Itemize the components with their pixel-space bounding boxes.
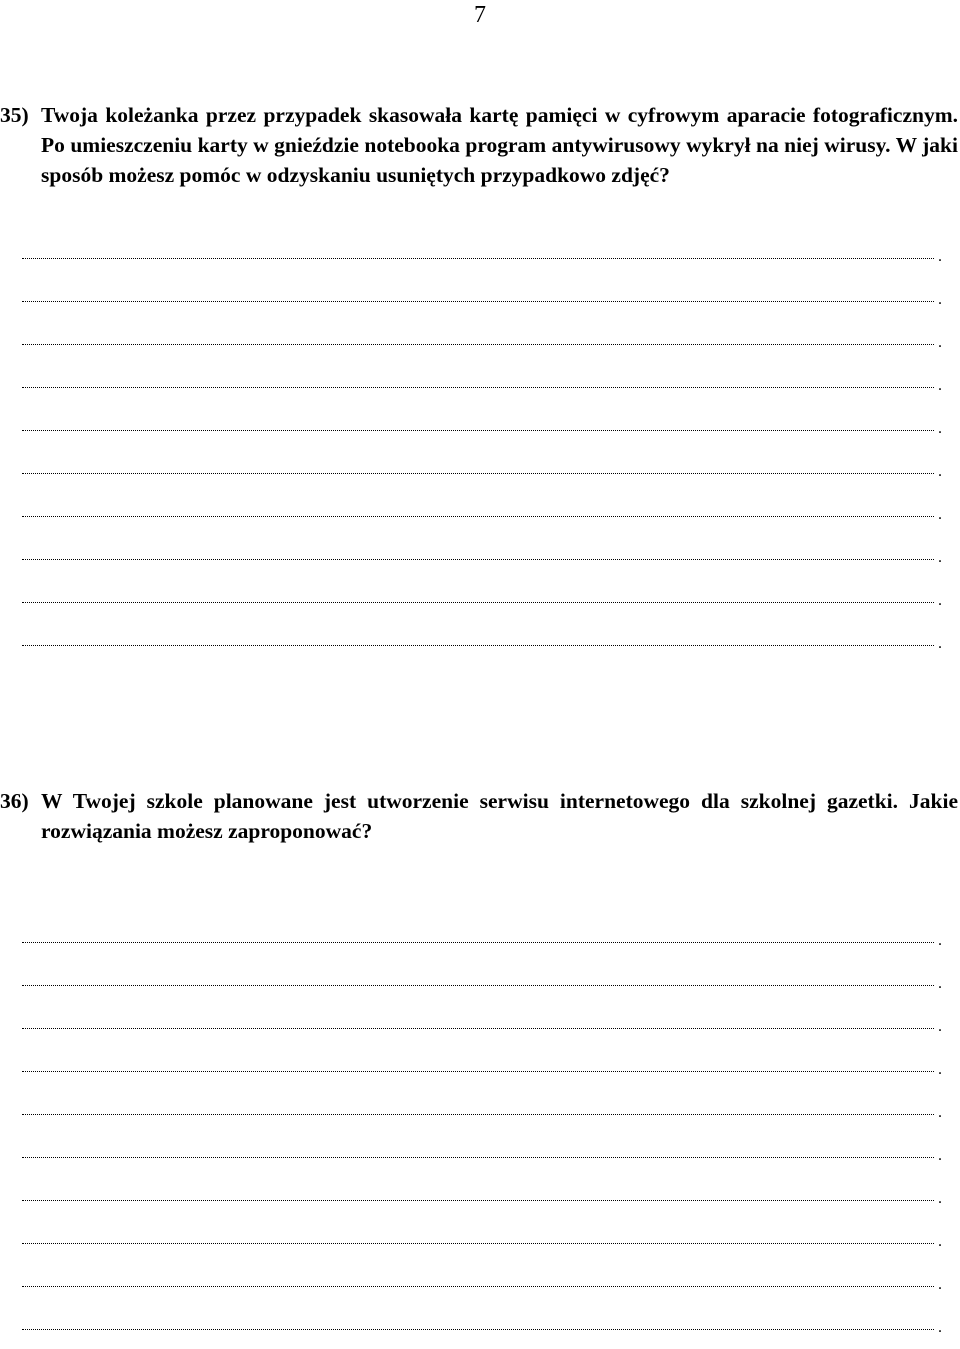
answer-line[interactable]	[22, 1041, 942, 1084]
question-text: W Twojej szkole planowane jest utworzenie serwisu internetowego dla szkolnej gazetki. Jakie rozwiązania możesz zaproponować?	[41, 789, 958, 843]
answer-line[interactable]	[22, 998, 942, 1041]
answer-line[interactable]	[22, 1256, 942, 1299]
answer-line[interactable]	[22, 400, 942, 443]
answer-line[interactable]	[22, 228, 942, 271]
question-number: 35)	[0, 103, 29, 127]
answer-lines-35[interactable]	[22, 228, 942, 658]
question-text: Twoja koleżanka przez przypadek skasowała kartę pamięci w cyfrowym aparacie fotograficznym. Po umieszczeniu karty w gnieździe notebooka program antywirusowy wykrył na niej wirusy. W jaki sposób możesz pomóc w odzyskaniu usuniętych przypadkowo zdjęć?	[41, 103, 958, 187]
answer-line[interactable]	[22, 1170, 942, 1213]
page-number: 7	[474, 2, 486, 28]
answer-line[interactable]	[22, 1127, 942, 1170]
answer-line[interactable]	[22, 912, 942, 955]
answer-line[interactable]	[22, 443, 942, 486]
answer-line[interactable]	[22, 1084, 942, 1127]
answer-line[interactable]	[22, 529, 942, 572]
answer-line[interactable]	[22, 486, 942, 529]
answer-line[interactable]	[22, 271, 942, 314]
question-number: 36)	[0, 789, 29, 813]
answer-line[interactable]	[22, 1213, 942, 1256]
question-35	[0, 100, 958, 190]
answer-line[interactable]	[22, 955, 942, 998]
answer-line[interactable]	[22, 572, 942, 615]
answer-line[interactable]	[22, 1299, 942, 1342]
answer-line[interactable]	[22, 357, 942, 400]
answer-line[interactable]	[22, 314, 942, 357]
answer-lines-36[interactable]	[22, 912, 942, 1342]
answer-line[interactable]	[22, 615, 942, 658]
question-36	[0, 786, 958, 846]
